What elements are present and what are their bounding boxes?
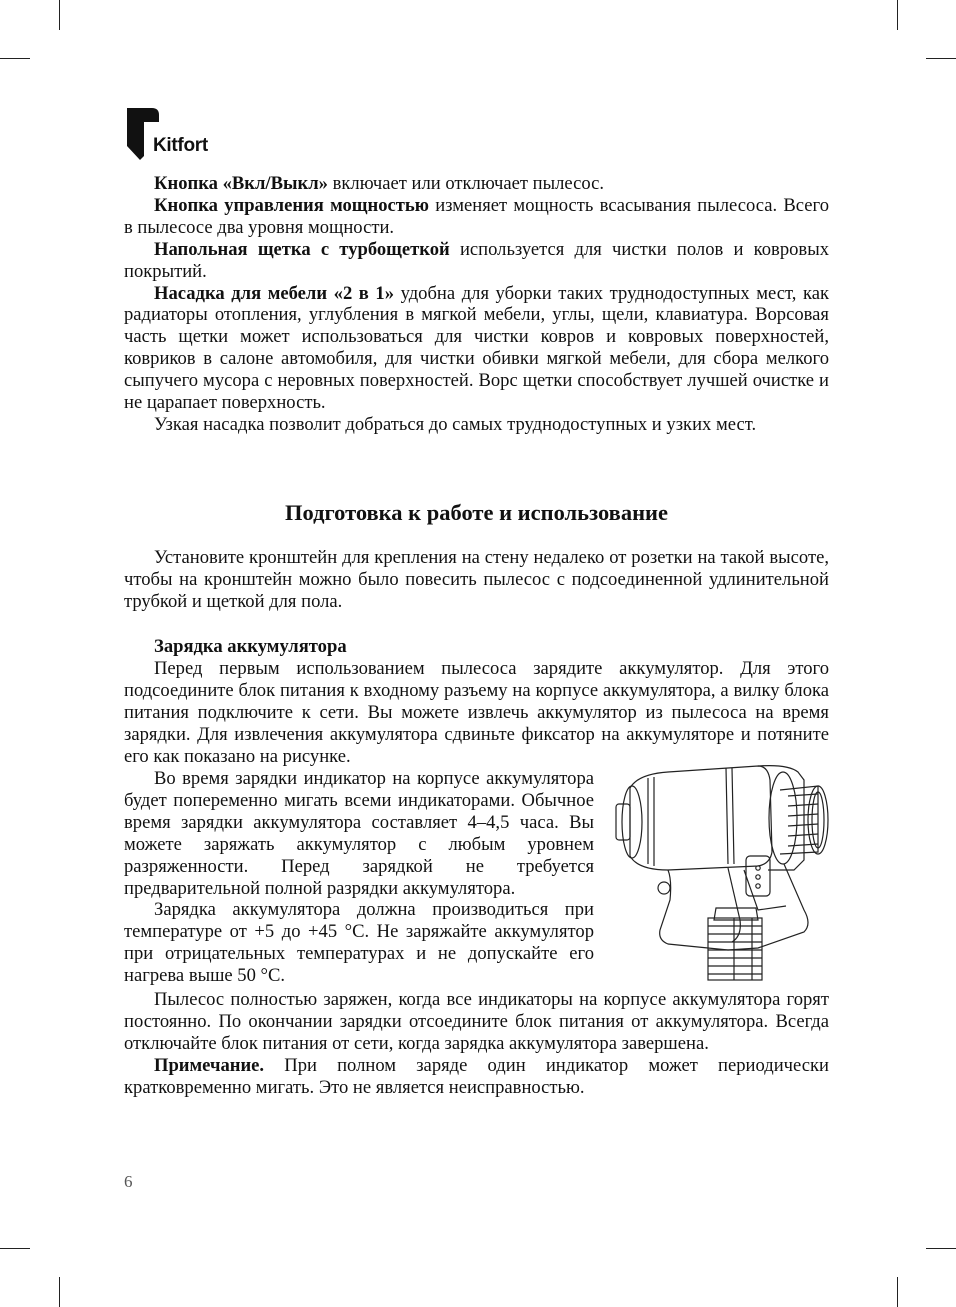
note-paragraph: Примечание. При полном заряде один индикатор может периодически кратковременно мигать. Это не является неисправностью. [124, 1054, 829, 1098]
charging-paragraph-2: Во время зарядки индикатор на корпусе аккумулятора будет попеременно мигать всеми индикаторами. Обычное время зарядки аккумулятора составляет 4–4,5 часа. Вы можете заряжать аккумулятор с любым уровнем разряженности. Перед зарядкой не требуется предварительной полной разрядки аккумулятора. [124, 768, 594, 899]
charging-paragraph-4: Пылесос полностью заряжен, когда все индикаторы на корпусе аккумулятора горят постоянно. По окончании зарядки отсоедините блок питания от аккумулятора. Всегда отключайте блок питания от сети, когда зарядка аккумулятора завершена. [124, 989, 829, 1054]
description-paragraph: Кнопка управления мощностью изменяет мощность всасывания пылесоса. Всего в пылесосе два уровня мощности. [124, 194, 829, 238]
crop-mark [0, 1248, 30, 1249]
crop-mark [926, 1248, 956, 1249]
component-descriptions [124, 173, 829, 436]
charging-paragraphs-wrapped [124, 768, 594, 987]
crop-mark [897, 0, 898, 30]
crop-mark [0, 58, 30, 59]
crop-mark [926, 58, 956, 59]
section-intro: Установите кронштейн для крепления на стену недалеко от розетки на такой высоте, чтобы на кронштейн можно было повесить пылесос с подсоединенной удлинительной трубкой и щеткой для пола. [124, 547, 829, 612]
vacuum-battery-illustration [608, 760, 836, 982]
description-paragraph: Узкая насадка позволит добраться до самых труднодоступных и узких мест. [154, 413, 757, 435]
charging-paragraph-1: Перед первым использованием пылесоса зарядите аккумулятор. Для этого подсоедините блок питания к входному разъему на корпусе аккумулятора, а вилку блока питания подключите к сети. Вы можете извлечь аккумулятор из пылесоса на время зарядки. Для извлечения аккумулятора сдвиньте фиксатор на аккумуляторе и потяните его как показано на рисунке. [124, 658, 829, 767]
crop-mark [897, 1277, 898, 1307]
charging-paragraph-3: Зарядка аккумулятора должна производиться при температуре от +5 до +45 °С. Не заряжайте аккумулятор при отрицательных температурах и не допускайте его нагрева выше 50 °С. [124, 899, 594, 987]
description-paragraph: Кнопка «Вкл/Выкл» включает или отключает пылесос. [154, 173, 605, 194]
page-number: 6 [124, 1172, 133, 1191]
brand-name: Kitfort [153, 135, 208, 156]
description-paragraph: Напольная щетка с турбощеткой используется для чистки полов и ковровых покрытий. [124, 238, 829, 282]
crop-mark [59, 1277, 60, 1307]
section-title: Подготовка к работе и использование [284, 500, 668, 525]
charging-heading: Зарядка аккумулятора [154, 636, 347, 657]
crop-mark [59, 0, 60, 30]
description-paragraph: Насадка для мебели «2 в 1» удобна для уборки таких труднодоступных мест, как радиаторы отопления, углубления в мягкой мебели, углы, щели, клавиатура. Ворсовая часть щетки может использоваться для чистки ковров и ковровых поверхностей, ковриков в салоне автомобиля, для чистки обивки мягкой мебели, для сбора мелкого сыпучего мусора с неровных поверхностей. Ворс щетки способствует лучшей очистке и не царапает поверхность. [124, 282, 830, 414]
charging-final-paragraphs [124, 989, 829, 1099]
note-label: Примечание. [154, 1054, 265, 1076]
